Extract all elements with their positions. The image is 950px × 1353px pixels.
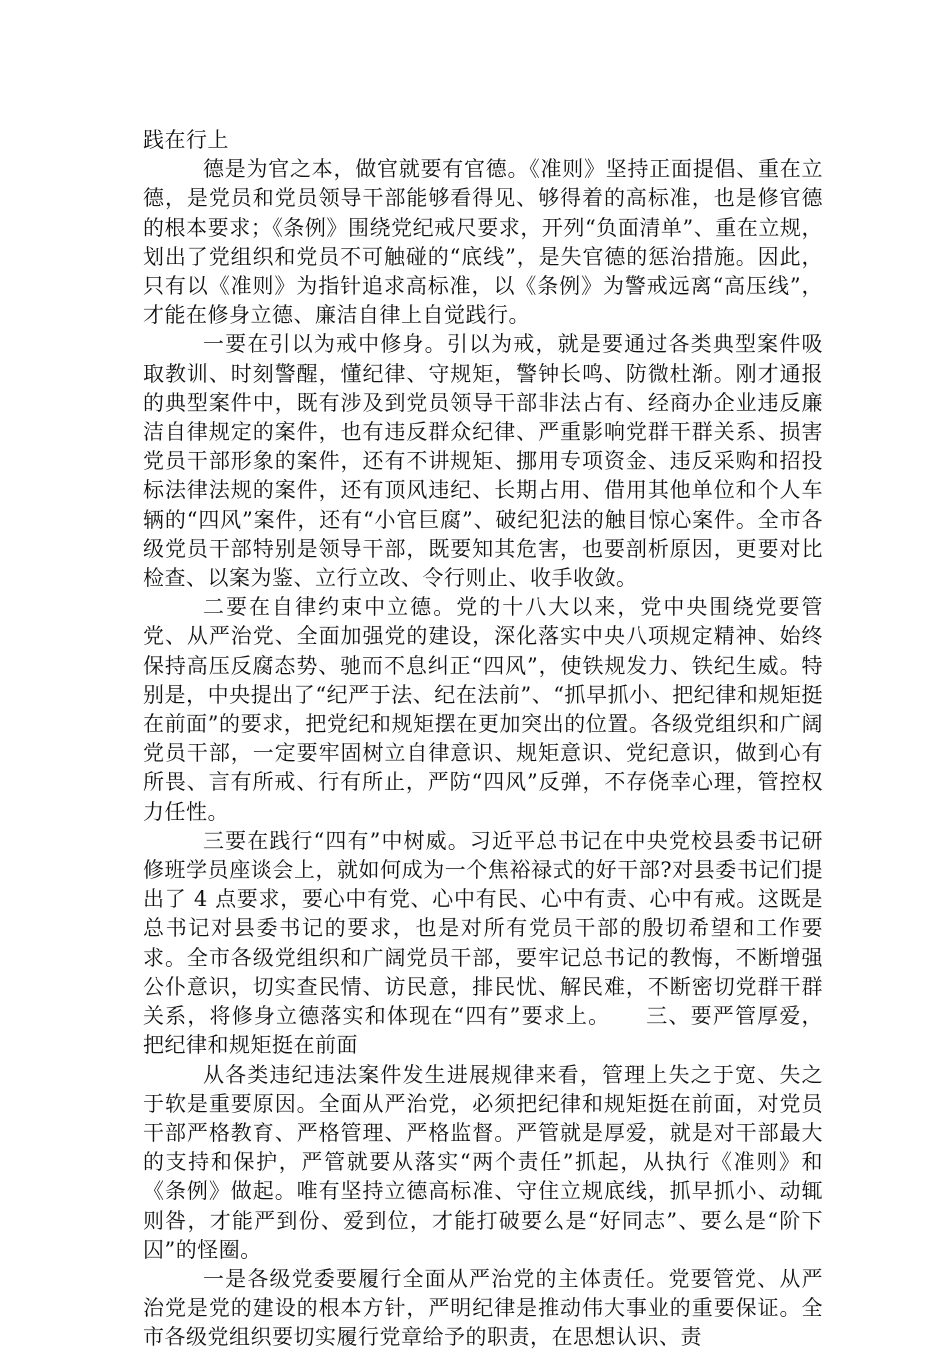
document-body xyxy=(143,126,823,1353)
paragraph-virtue: 德是为官之本，做官就要有官德。《准则》坚持正面提倡、重在立德，是党员和党员领导干部能够看得见、够得着的高标准，也是修官德的根本要求；《条例》围绕党纪戒尺要求，开列“负面清单”、重在立规，划出了党组织和党员不可触碰的“底线”，是失官德的惩治措施。因此，只有以《准则》为指针追求高标准，以《条例》为警戒远离“高压线”，才能在修身立德、廉洁自律上自觉践行。 xyxy=(143,157,823,328)
paragraph-second-requirement: 二要在自律约束中立德。党的十八大以来，党中央围绕党要管党、从严治党、全面加强党的建设，深化落实中央八项规定精神、始终保持高压反腐态势、驰而不息纠正“四风”，使铁规发力、铁纪生威。特别是，中央提出了“纪严于法、纪在法前”、“抓早抓小、把纪律和规矩挺在前面”的要求，把党纪和规矩摆在更加突出的位置。各级党组织和广阔党员干部，一定要牢固树立自律意识、规矩意识、党纪意识，做到心有所畏、言有所戒、行有所止，严防“四风”反弹，不存侥幸心理，管控权力任性。 xyxy=(143,595,823,824)
paragraph-party-committee-responsibility: 一是各级党委要履行全面从严治党的主体责任。党要管党、从严治党是党的建设的根本方针，严明纪律是推动伟大事业的重要保证。全市各级党组织要切实履行党章给予的职责，在思想认识、责 xyxy=(143,1266,823,1350)
lead-line: 践在行上 xyxy=(143,128,229,152)
section-heading: 三、要严管厚爱，把纪律和规矩挺在前面 xyxy=(143,1004,823,1058)
paragraph-third-requirement xyxy=(143,827,823,1061)
paragraph-third-requirement-text: 三要在践行“四有”中树威。习近平总书记在中央党校县委书记研修班学员座谈会上，就如何成为一个焦裕禄式的好干部?对县委书记们提出了 4 点要求，要心中有党、心中有民、心中有责、心中有戒。这既是总书记对县委书记的要求，也是对所有党员干部的殷切希望和工作要求。全市各级党组织和广阔党员干部，要牢记总书记的教悔，不断增强公仆意识，切实查民情、访民意，排民忧、解民难，不断密切党群干群关系，将修身立德落实和体现在“四有”要求上。 xyxy=(143,828,823,1029)
paragraph-first-requirement: 一要在引以为戒中修身。引以为戒，就是要通过各类典型案件吸取教训、时刻警醒，懂纪律、守规矩，警钟长鸣、防微杜渐。刚才通报的典型案件中，既有涉及到党员领导干部非法占有、经商办企业违反廉洁自律规定的案件，也有违反群众纪律、严重影响党群干群关系、损害党员干部形象的案件，还有不讲规矩、挪用专项资金、违反采购和招投标法律法规的案件，还有顶风违纪、长期占用、借用其他单位和个人车辆的“四风”案件，还有“小官巨腐”、破纪犯法的触目惊心案件。全市各级党员干部特别是领导干部，既要知其危害，也要剖析原因，更要对比检查、以案为鉴、立行立改、令行则止、收手收敛。 xyxy=(143,332,823,591)
paragraph-strict-management: 从各类违纪违法案件发生进展规律来看，管理上失之于宽、失之于软是重要原因。全面从严治党，必须把纪律和规矩挺在前面，对党员干部严格教育、严格管理、严格监督。严管就是厚爱，就是对干部最大的支持和保护，严管就要从落实“两个责任”抓起，从执行《准则》和《条例》做起。唯有坚持立德高标准、守住立规底线，抓早抓小、动辄则咎，才能严到份、爱到位，才能打破要么是“好同志”、要么是“阶下囚”的怪圈。 xyxy=(143,1062,823,1262)
